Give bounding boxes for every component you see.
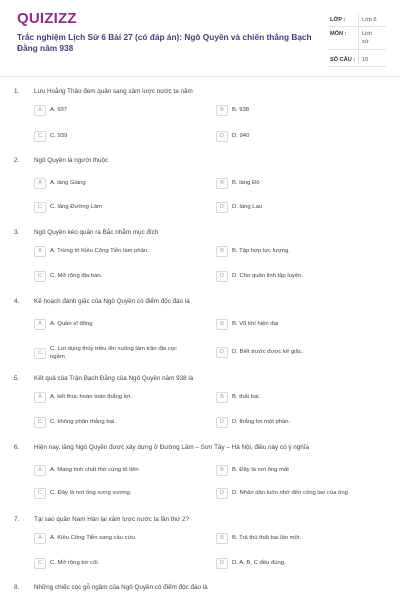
option-text: B. 938 bbox=[232, 107, 250, 113]
class-label: LỚP : bbox=[330, 17, 346, 23]
option-letter: A bbox=[34, 465, 46, 476]
option-text: A. 937 bbox=[50, 107, 68, 113]
option-letter: D bbox=[216, 417, 228, 428]
option-a[interactable] bbox=[34, 317, 93, 331]
option-text: C. Đây là nơi ông xưng vương. bbox=[50, 490, 132, 496]
option-a[interactable] bbox=[34, 390, 132, 404]
option-b[interactable] bbox=[216, 463, 289, 477]
option-c[interactable] bbox=[34, 269, 102, 283]
question-text: Ngô Quyền kéo quân ra Bắc nhằm mục đích bbox=[34, 229, 159, 236]
option-letter: A bbox=[34, 392, 46, 403]
option-text: D. thắng lợi một phần. bbox=[232, 419, 291, 425]
question-text: Lưu Hoằng Tháo đem quân sang xâm lược nước ta năm bbox=[34, 88, 193, 95]
question-text: Những chiếc cọc gỗ ngầm của Ngô Quyền có điểm độc đáo là bbox=[34, 584, 208, 591]
meta-separator bbox=[328, 26, 386, 27]
subject-value-line1: Lịch bbox=[362, 31, 373, 37]
option-letter: A bbox=[34, 533, 46, 544]
option-letter: A bbox=[34, 246, 46, 257]
meta-separator bbox=[328, 66, 386, 67]
option-a[interactable] bbox=[34, 103, 67, 117]
question-text: Kết quả của Trận Bạch Đằng của Ngô Quyền năm 938 là bbox=[34, 375, 194, 382]
question-number: 1. bbox=[14, 88, 20, 95]
option-c[interactable] bbox=[34, 415, 116, 429]
meta-divider bbox=[358, 13, 359, 65]
option-text: A. Kiều Công Tiễn sang cầu cứu. bbox=[50, 535, 137, 541]
option-letter: D bbox=[216, 202, 228, 213]
subject-label: MÔN : bbox=[330, 31, 347, 37]
worksheet-header bbox=[0, 0, 400, 75]
option-letter: B bbox=[216, 178, 228, 189]
option-letter: D bbox=[216, 347, 228, 358]
option-d[interactable] bbox=[216, 269, 303, 283]
option-d[interactable] bbox=[216, 556, 286, 570]
option-letter: D bbox=[216, 558, 228, 569]
option-b[interactable] bbox=[216, 531, 301, 545]
option-text: A. Trừng trị Kiều Công Tiễn làm phản. bbox=[50, 248, 149, 254]
option-d[interactable] bbox=[216, 129, 249, 143]
quizizz-logo[interactable]: QUIZIZZ bbox=[17, 10, 77, 27]
option-a[interactable] bbox=[34, 244, 149, 258]
header-divider bbox=[0, 76, 400, 77]
option-text: A. Mang tính chất thờ cúng tổ tiên bbox=[50, 467, 139, 473]
option-b[interactable] bbox=[216, 390, 260, 404]
option-text: C. không phân thắng bại. bbox=[50, 419, 116, 425]
option-b[interactable] bbox=[216, 176, 260, 190]
question-text: Tại sao quân Nam Hán lại xâm lược nước ta lần thứ 2? bbox=[34, 516, 189, 523]
option-text: B. Đây là nơi ông mất bbox=[232, 467, 289, 473]
question-number: 3. bbox=[14, 229, 20, 236]
option-letter: D bbox=[216, 271, 228, 282]
option-letter: D bbox=[216, 488, 228, 499]
question-number: 6. bbox=[14, 444, 20, 451]
option-text: C. Lợi dụng thủy triều lên xuống làm trận địa cọc ngầm bbox=[50, 346, 177, 360]
option-text: D. 940 bbox=[232, 133, 250, 139]
option-a[interactable] bbox=[34, 176, 86, 190]
option-letter: C bbox=[34, 271, 46, 282]
option-text: A. kết thúc hoàn toàn thắng lợi. bbox=[50, 394, 132, 400]
option-text: D. A, B, C đều đúng. bbox=[232, 560, 286, 566]
option-letter: A bbox=[34, 319, 46, 330]
option-d[interactable] bbox=[216, 415, 290, 429]
question-text: Kế hoạch đánh giặc của Ngô Quyền có điểm độc đáo là bbox=[34, 298, 190, 305]
option-b[interactable] bbox=[216, 103, 249, 117]
option-text: C. làng Đường Lâm bbox=[50, 204, 103, 210]
question-number: 2. bbox=[14, 157, 20, 164]
option-text: C. Mở rộng bờ cõi. bbox=[50, 560, 100, 566]
option-b[interactable] bbox=[216, 244, 290, 258]
option-text: B. làng Đô bbox=[232, 180, 260, 186]
option-letter: B bbox=[216, 533, 228, 544]
option-d[interactable] bbox=[216, 200, 262, 214]
option-c[interactable] bbox=[34, 486, 131, 500]
option-a[interactable] bbox=[34, 463, 139, 477]
option-text: C. Mở rộng địa bàn. bbox=[50, 273, 103, 279]
option-letter: C bbox=[34, 558, 46, 569]
question-text: Ngô Quyền là người thuộc bbox=[34, 157, 109, 164]
option-c[interactable] bbox=[34, 343, 190, 363]
option-text: A. làng Giàng bbox=[50, 180, 86, 186]
option-text: B. Vũ khí hiện đại bbox=[232, 321, 279, 327]
option-text: A. Quân sĩ đông bbox=[50, 321, 93, 327]
meta-separator bbox=[328, 49, 386, 50]
option-letter: B bbox=[216, 465, 228, 476]
option-letter: A bbox=[34, 178, 46, 189]
option-letter: B bbox=[216, 105, 228, 116]
option-text: B. Trả thù thất bại lần một. bbox=[232, 535, 302, 541]
option-letter: C bbox=[34, 348, 46, 359]
option-b[interactable] bbox=[216, 317, 278, 331]
option-text: B. thất bại. bbox=[232, 394, 261, 400]
question-number: 8. bbox=[14, 584, 20, 591]
option-a[interactable] bbox=[34, 531, 136, 545]
option-d[interactable] bbox=[216, 345, 303, 359]
option-d[interactable] bbox=[216, 486, 348, 500]
option-letter: C bbox=[34, 202, 46, 213]
option-c[interactable] bbox=[34, 129, 67, 143]
option-text: B. Tập hợp lực lượng. bbox=[232, 248, 291, 254]
option-letter: A bbox=[34, 105, 46, 116]
option-letter: B bbox=[216, 246, 228, 257]
option-letter: B bbox=[216, 392, 228, 403]
option-text: C. 939 bbox=[50, 133, 68, 139]
count-value: 10 bbox=[362, 57, 369, 63]
option-c[interactable] bbox=[34, 556, 99, 570]
question-number: 7. bbox=[14, 516, 20, 523]
question-number: 4. bbox=[14, 298, 20, 305]
option-text: D. làng Lau bbox=[232, 204, 263, 210]
option-text: D. Nhân dân luôn nhớ đến công lao của ông bbox=[232, 490, 348, 496]
option-text: D. Biết trước được kế giặc. bbox=[232, 349, 304, 355]
count-label: SỐ CÂU : bbox=[330, 57, 356, 63]
option-letter: B bbox=[216, 319, 228, 330]
subject-value-line2: sử bbox=[362, 39, 369, 45]
option-letter: C bbox=[34, 488, 46, 499]
option-letter: C bbox=[34, 131, 46, 142]
option-letter: D bbox=[216, 131, 228, 142]
question-number: 5. bbox=[14, 375, 20, 382]
option-c[interactable] bbox=[34, 200, 102, 214]
question-text: Hiện nay, lăng Ngô Quyền được xây dựng ở Đường Lâm – Sơn Tây – Hà Nội, điều này có ý nghĩa bbox=[34, 444, 310, 451]
option-letter: C bbox=[34, 417, 46, 428]
class-value: Lớp 6 bbox=[362, 17, 377, 23]
option-text: D. Cho quân linh tập luyện. bbox=[232, 273, 304, 279]
worksheet-title: Trắc nghiệm Lịch Sử 6 Bài 27 (có đáp án): Ngô Quyền và chiến thắng Bạch Đằng năm 938 bbox=[17, 32, 312, 53]
